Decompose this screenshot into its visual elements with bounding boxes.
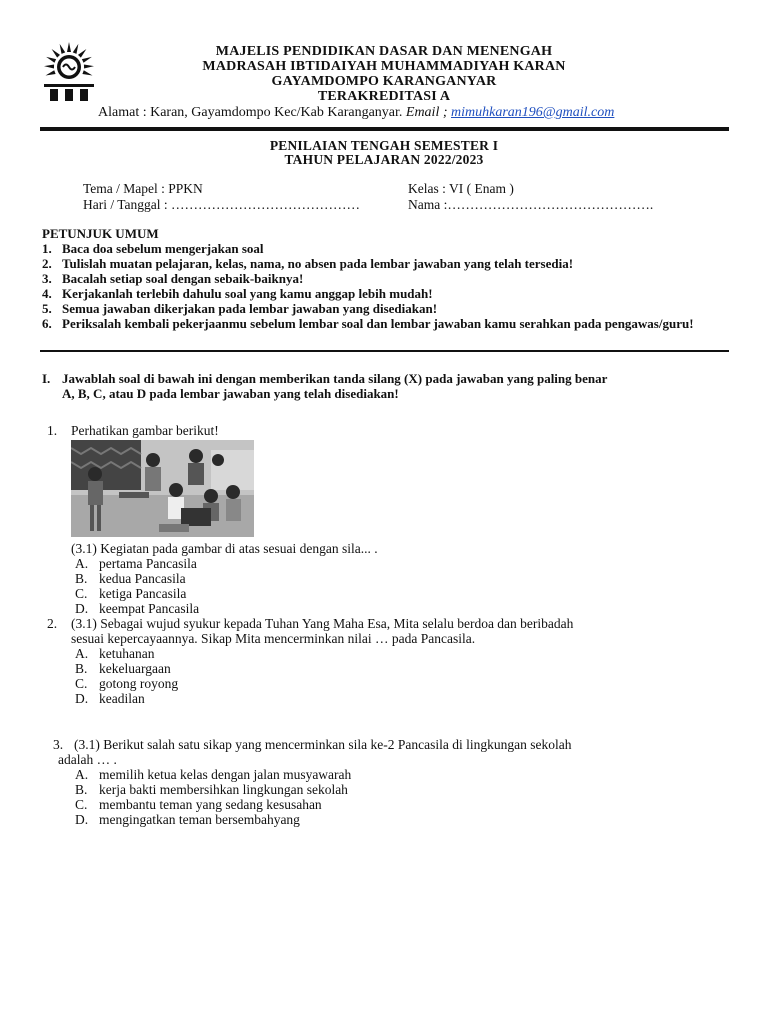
header-line-3: GAYAMDOMPO KARANGANYAR xyxy=(271,74,497,89)
answer-option: D. keadilan xyxy=(75,691,145,706)
instruction-item: 3. Bacalah setiap soal dengan sebaik-baiknya! xyxy=(42,271,304,286)
question-number: 3. xyxy=(53,737,64,752)
instruction-item: 5. Semua jawaban dikerjakan pada lembar jawaban yang disediakan! xyxy=(42,301,438,316)
email-link[interactable]: mimuhkaran196@gmail.com xyxy=(451,105,615,120)
answer-option: C. ketiga Pancasila xyxy=(75,586,187,601)
exam-year: TAHUN PELAJARAN 2022/2023 xyxy=(284,152,484,167)
answer-option: C. gotong royong xyxy=(75,676,179,691)
kelas: Kelas : VI ( Enam ) xyxy=(408,181,514,196)
address-text: Alamat : Karan, Gayamdompo Kec/Kab Karanganyar. xyxy=(98,105,403,120)
address-line xyxy=(98,105,614,121)
header-line-1: MAJELIS PENDIDIKAN DASAR DAN MENENGAH xyxy=(215,44,553,59)
section-instruction-line-2: A, B, C, atau D pada lembar jawaban yang telah disediakan! xyxy=(62,386,399,401)
instruction-item: 2. Tulislah muatan pelajaran, kelas, nama, no absen pada lembar jawaban yang telah tersedia! xyxy=(42,256,574,271)
answer-option: B. kekeluargaan xyxy=(75,661,171,676)
answer-option: C. membantu teman yang sedang kesusahan xyxy=(75,797,322,812)
header-line-2: MADRASAH IBTIDAIYAH MUHAMMADIYAH KARAN xyxy=(202,59,566,74)
email-label: Email ; xyxy=(405,105,448,120)
section-number: I. xyxy=(42,371,51,386)
tema-mapel: Tema / Mapel : PPKN xyxy=(83,181,203,196)
question-intro: Perhatikan gambar berikut! xyxy=(71,423,219,438)
section-instruction-line-1: Jawablah soal di bawah ini dengan memberikan tanda silang (X) pada jawaban yang paling benar xyxy=(62,371,608,386)
question-text: (3.1) Kegiatan pada gambar di atas sesuai dengan sila... . xyxy=(71,541,378,556)
answer-option: D. mengingatkan teman bersembahyang xyxy=(75,812,300,827)
instruction-item: 4. Kerjakanlah terlebih dahulu soal yang kamu anggap lebih mudah! xyxy=(42,286,433,301)
answer-option: D. keempat Pancasila xyxy=(75,601,200,616)
instructions-divider xyxy=(40,350,729,352)
instruction-item: 1. Baca doa sebelum mengerjakan soal xyxy=(42,241,264,256)
question-text-line-1: (3.1) Berikut salah satu sikap yang mencerminkan sila ke-2 Pancasila di lingkungan sekolah xyxy=(74,737,572,752)
question-text-line-2: sesuai kepercayaannya. Sikap Mita mencerminkan nilai … pada Pancasila. xyxy=(71,631,476,646)
answer-option: A. pertama Pancasila xyxy=(75,556,197,571)
exam-title: PENILAIAN TENGAH SEMESTER I xyxy=(269,138,499,153)
question-illustration xyxy=(71,440,254,537)
header-line-4: TERAKREDITASI A xyxy=(317,89,451,104)
answer-option: B. kedua Pancasila xyxy=(75,571,186,586)
answer-option: A. ketuhanan xyxy=(75,646,155,661)
answer-option: A. memilih ketua kelas dengan jalan musyawarah xyxy=(75,767,352,782)
instructions-heading: PETUNJUK UMUM xyxy=(42,226,159,241)
answer-option: B. kerja bakti membersihkan lingkungan sekolah xyxy=(75,782,348,797)
question-text-line-2: adalah … . xyxy=(58,752,117,767)
question-number: 1. xyxy=(47,423,58,438)
question-text-line-1: (3.1) Sebagai wujud syukur kepada Tuhan Yang Maha Esa, Mita selalu berdoa dan beribadah xyxy=(71,616,574,631)
instruction-item: 6. Periksalah kembali pekerjaanmu sebelum lembar soal dan lembar jawaban kamu serahkan pada pengawas/guru! xyxy=(42,316,694,331)
header-divider xyxy=(40,127,729,131)
question-number: 2. xyxy=(47,616,58,631)
nama: Nama :………………………………………. xyxy=(408,197,654,212)
hari-tanggal: Hari / Tanggal : …………………………………… xyxy=(83,197,361,212)
